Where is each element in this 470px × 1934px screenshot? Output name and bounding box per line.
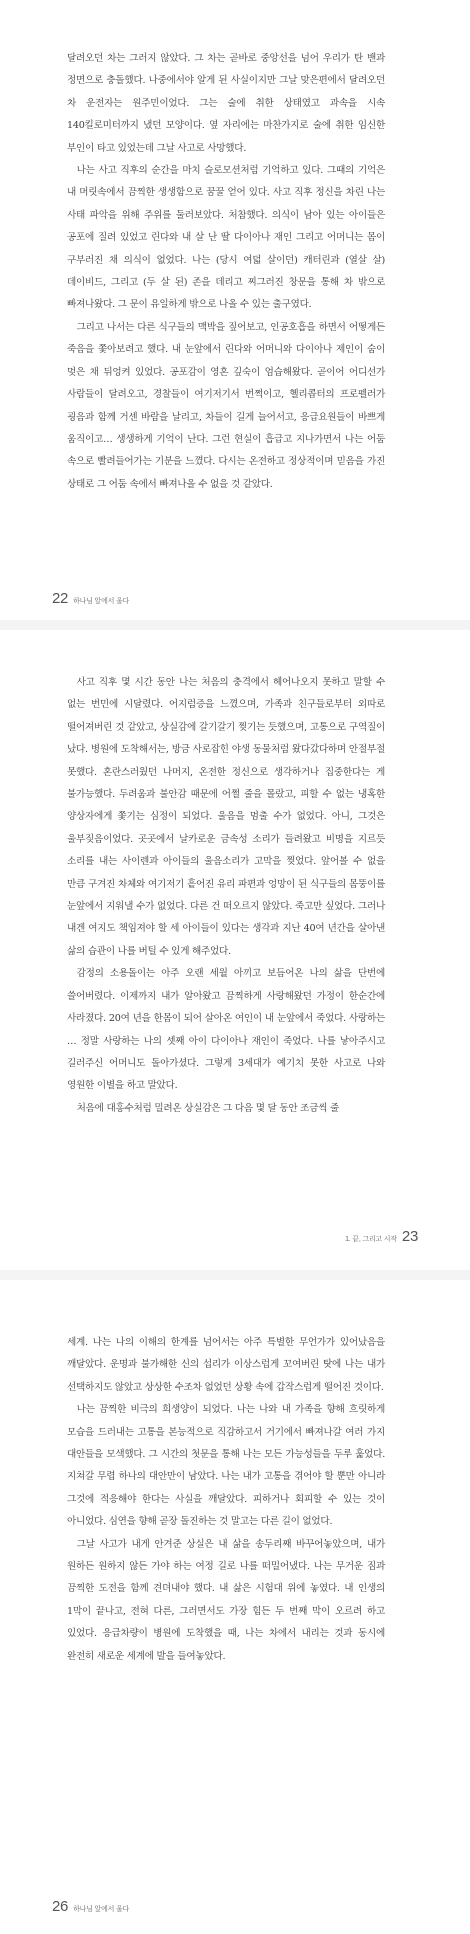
book-page-23: [0, 630, 470, 1270]
book-page-22: [0, 0, 470, 620]
page-footer: [345, 1228, 418, 1245]
page-number: 26: [52, 1898, 69, 1915]
body-text: [67, 1332, 385, 1668]
paragraph: 감정의 소용돌이는 아주 오랜 세월 아끼고 보듬어온 나의 삶을 단번에 쓸어버렸다. 이제까지 내가 알아왔고 끔찍하게 사랑해왔던 가정이 한순간에 사라졌다. 20여 년을 한몸이 되어 살아온 여인이 내 눈앞에서 죽었다. 사랑하는 … 정말 사랑하는 나의 셋째 아이 다이아나 재인이 죽었다. 나를 낳아주시고 길러주신 어머니도 돌아가셨다. 그렇게 3세대가 예기치 못한 사고로 나와 영원한 이별을 하고 말았다.: [67, 968, 385, 1092]
paragraph: 나는 사고 직후의 순간을 마치 슬로모션처럼 기억하고 있다. 그때의 기억은 내 머릿속에서 끔찍한 생생함으로 꿈꿀 얻어 있다. 사고 직후 정신을 차린 나는 사태 파악을 위해 주위를 둘러보았다. 처참했다. 의식이 남아 있는 아이들은 공포에 질려 있었고 린다와 내 살 난 딸 다이아나 재인 그리고 어머니는 몸이 구부러진 채 의식이 없었다. 나는 (당시 여덟 살이던) 캐터린과 (열살 살) 데이비드, 그리고 (두 살 된) 존을 데리고 찌그러진 창문을 통해 차 밖으로 빠져나왔다. 그 문이 유일하게 밖으로 나올 수 있는 출구였다.: [67, 165, 385, 311]
paragraph: 처음에 대홍수처럼 밀려온 상실감은 그 다음 몇 달 동안 조금씩 줄: [76, 1102, 340, 1114]
running-title: 1. 끝, 그리고 시작: [345, 1236, 397, 1243]
book-page-26: [0, 1280, 470, 1934]
body-text: [67, 48, 385, 496]
page-number: 23: [401, 1228, 418, 1245]
page-number: 22: [52, 590, 69, 607]
paragraph: 나는 끔찍한 비극의 희생양이 되었다. 나는 나와 내 가족을 향해 흐릿하게 모습을 드러내는 고통을 본능적으로 직감하고서 거기에서 빠져나갈 여러 가지 대안들을 모색했다. 그 시간의 첫문을 통해 나는 모든 가능성들을 두루 훑었다. 지쳐갈 무렵 하나의 대안만이 남았다. 나는 내가 고통을 겪어야 할 뿐만 아니라 그것에 적응해야 한다는 사실을 깨달았다. 피하거나 회피할 수 있는 것이 아니었다. 심연을 향해 곧장 돌진하는 것 말고는 다른 길이 없었다.: [67, 1404, 385, 1528]
paragraph: 세계. 나는 나의 이해의 한계를 넘어서는 아주 특별한 무언가가 있어났음을 깨달았다. 운명과 불가해한 신의 섭리가 이상스럽게 꼬여버린 탓에 나는 내가 선택하지도 않았고 상상한 수조차 없었던 상황 속에 갑작스럽게 떨어진 것이다.: [67, 1337, 385, 1393]
page-footer: [52, 590, 129, 607]
paragraph: 그리고 나서는 다른 식구들의 맥박을 짚어보고, 인공호흡을 하면서 어떻게든 죽음을 쫓아보려고 했다. 내 눈앞에서 린다와 어머니와 다이아나 제인이 숨이 멎은 채 뒤엉켜 있었다. 공포감이 영혼 깊숙이 엄습해왔다. 곧이어 어디선가 사람들이 달려오고, 경찰들이 여기저기서 번쩍이고, 헬리콥터의 프로펠러가 굉음과 함께 거센 바람을 날리고, 차들이 길게 늘어서고, 응급요원들이 바쁘게 움직이고… 생생하게 기억이 난다. 그런 현실이 흡급고 지나가면서 나는 어둠 속으로 빨려들어가는 기분을 느꼈다. 다시는 온전하고 정상적이며 믿음을 가진 상태로 그 어둠 속에서 빠져나올 수 없을 것 같았다.: [67, 321, 385, 490]
running-title: 하나님 앞에서 울다: [73, 598, 130, 605]
paragraph: 사고 직후 몇 시간 동안 나는 처음의 충격에서 헤어나오지 못하고 말할 수 없는 번민에 시달렸다. 어지럼증을 느꼈으며, 가족과 친구들로부터 외따로 떨어져버린 것 같았고, 상실감에 갈기갈기 찢기는 듯했으며, 고통으로 구역질이 났다. 병원에 도착해서는, 방금 사로잡힌 야생 동물처럼 왔다갔다하며 안절부절 못했다. 혼란스러웠던 나머지, 온전한 정신으로 생각하거나 집중한다는 게 불가능했다. 두려움과 불안감 때문에 어쩔 줄을 몰랐고, 피할 수 없는 냉혹한 양상자에게 쫓기는 심정이 되었다. 울음을 멈출 수가 없었다. 아니, 그것은 울부짖음이었다. 곳곳에서 날카로운 금속성 소리가 들려왔고 비명을 지르듯 소리를 내는 사이렌과 아이들의 울음소리가 고막을 찢었다. 앞어볼 수 없을 만큼 구겨진 차체와 여기저기 흩어진 유리 파편과 엉망이 된 식구들의 몸뚱이를 눈앞에서 지워낼 수가 없었다. 다른 건 떠오르지 않았다. 죽고만 싶었다. 그러나 내겐 여지도 책임져야 할 세 아이들이 있다는 생각과 지난 40여 년간을 살아낸 삶의 습관이 나를 버틸 수 있게 해주었다.: [67, 677, 385, 957]
body-text: [67, 672, 385, 1120]
page-footer: [52, 1898, 129, 1915]
page-separator: [0, 620, 470, 630]
paragraph: 달려오던 차는 그러지 않았다. 그 차는 곧바로 중앙선을 넘어 우리가 탄 밴과 정면으로 충돌했다. 나중에서야 알게 된 사실이지만 그날 맞은편에서 달려오던 차 운전자는 원주민이었다. 그는 술에 취한 상태였고 과속을 시속 140킬로미터까지 냈던 모양이다. 옆 자리에는 마찬가지로 술에 취한 임신한 부인이 타고 있었는데 그날 사고로 사망했다.: [67, 53, 385, 154]
paragraph: 그날 사고가 내게 안겨준 상실은 내 삶을 송두리째 바꾸어놓았으며, 내가 원하든 원하지 않든 가야 하는 여정 길로 나를 떠밀어냈다. 나는 무거운 짐과 끔찍한 도전을 함께 견뎌내야 했다. 내 삶은 시험대 위에 놓였다. 내 인생의 1막이 끝나고, 전혀 다른, 그러면서도 가장 힘든 두 번째 막이 오르려 하고 있었다. 응급차량이 병원에 도착했을 때, 나는 차에서 내리는 것과 동시에 완전히 새로운 세계에 발을 들여놓았다.: [67, 1538, 385, 1662]
page-separator: [0, 1270, 470, 1280]
running-title: 하나님 앞에서 울다: [73, 1906, 130, 1913]
